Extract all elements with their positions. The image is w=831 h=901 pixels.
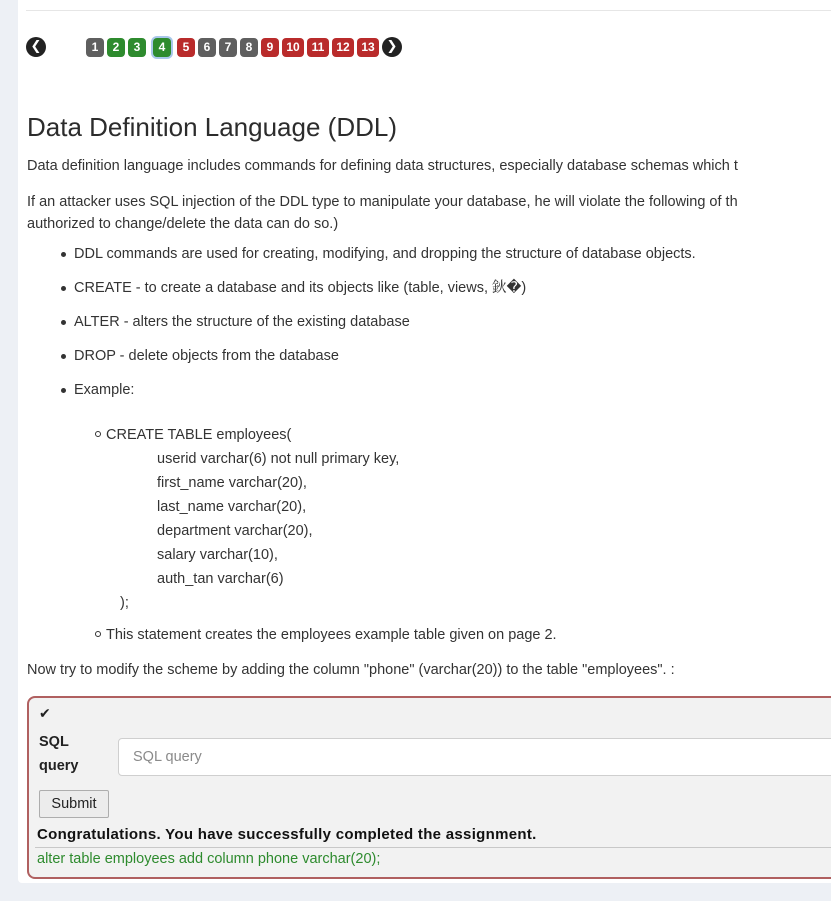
sub-bullet-marker [95,631,101,637]
arrow-right-circle-icon[interactable]: ❯ [382,37,402,57]
feedback-message: Congratulations. You have successfully completed the assignment. [37,826,537,843]
ddl-bullet-list [27,244,817,414]
page-button-13[interactable]: 13 [357,38,379,57]
list-item: Example: [27,380,817,414]
query-output: alter table employees add column phone varchar(20); [37,851,381,867]
code-line: last_name varchar(20), [157,499,307,515]
top-divider [26,10,831,11]
example-code-first: CREATE TABLE employees( [106,427,292,443]
page-button-5[interactable]: 5 [177,38,195,57]
list-item: ALTER - alters the structure of the existing database [27,312,817,346]
sql-query-label [39,730,109,778]
task-instruction: Now try to modify the scheme by adding the column "phone" (varchar(20)) to the table "employees". : [27,662,675,678]
code-line: department varchar(20), [157,523,313,539]
intro-paragraph: Data definition language includes commands for defining data structures, especially database schemas which t [27,158,738,174]
page-button-7[interactable]: 7 [219,38,237,57]
page-button-12[interactable]: 12 [332,38,354,57]
feedback-divider [35,847,831,848]
page-button-8[interactable]: 8 [240,38,258,57]
page-button-6[interactable]: 6 [198,38,216,57]
page-button-3[interactable]: 3 [128,38,146,57]
assignment-form [27,696,831,879]
checkmark-icon: ✔ [39,706,51,722]
sql-label-line1: SQL [39,734,69,750]
sql-label-line2: query [39,758,79,774]
page-button-9[interactable]: 9 [261,38,279,57]
sql-query-input[interactable] [118,738,831,776]
code-line: userid varchar(6) not null primary key, [157,451,400,467]
page-button-10[interactable]: 10 [282,38,304,57]
example-note: This statement creates the employees example table given on page 2. [106,627,557,643]
list-item: CREATE - to create a database and its objects like (table, views, 鈥�) [27,278,817,312]
list-item: DDL commands are used for creating, modifying, and dropping the structure of database objects. [27,244,817,278]
list-item: DROP - delete objects from the database [27,346,817,380]
page-button-11[interactable]: 11 [307,38,329,57]
lesson-panel [18,0,831,883]
arrow-left-circle-icon[interactable]: ❮ [26,37,46,57]
page-button-4[interactable]: 4 [153,38,171,57]
page-title: Data Definition Language (DDL) [27,112,397,142]
code-line: auth_tan varchar(6) [157,571,284,587]
code-close: ); [120,595,129,611]
page-button-2[interactable]: 2 [107,38,125,57]
attacker-paragraph-line2: authorized to change/delete the data can do so.) [27,216,339,232]
attacker-paragraph-line1: If an attacker uses SQL injection of the DDL type to manipulate your database, he will violate the following of th [27,194,738,210]
sub-bullet-marker [95,431,101,437]
code-line: salary varchar(10), [157,547,278,563]
page-button-1[interactable]: 1 [86,38,104,57]
code-line: first_name varchar(20), [157,475,307,491]
submit-button[interactable]: Submit [39,790,109,818]
